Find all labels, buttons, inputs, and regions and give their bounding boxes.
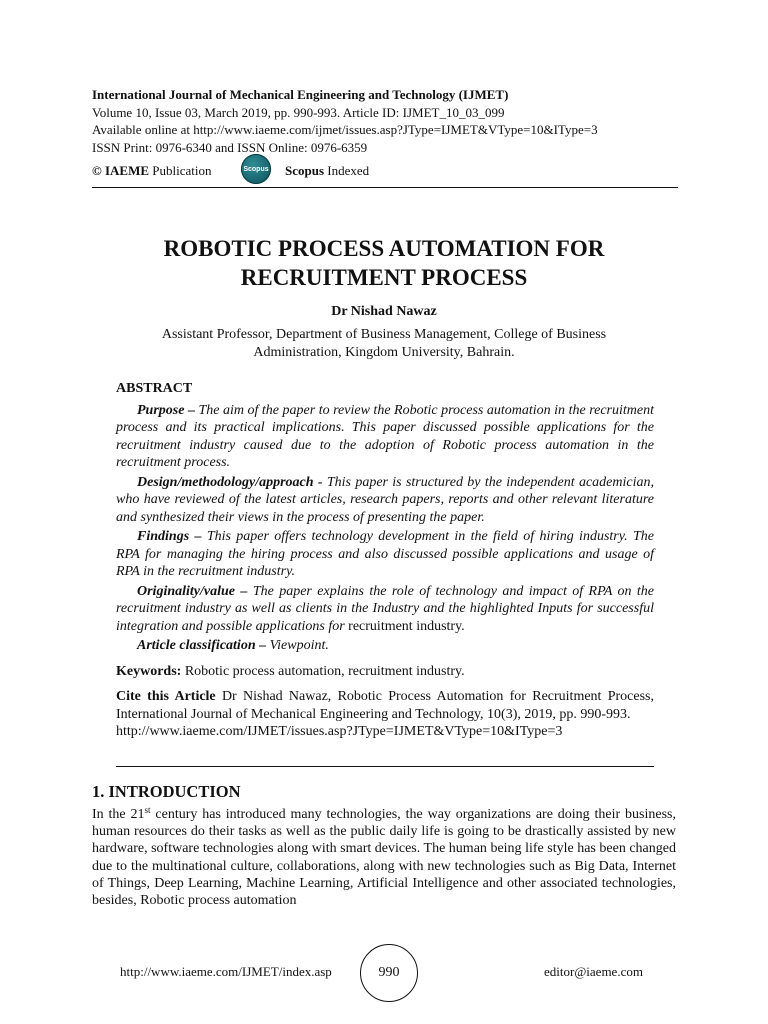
author-name: Dr Nishad Nawaz <box>331 304 437 319</box>
citation <box>116 688 654 741</box>
classification-label: Article classification – <box>137 638 267 653</box>
cite-label: Cite this Article <box>116 689 216 704</box>
scopus-name: Scopus <box>285 163 325 178</box>
classification-text: Viewpoint. <box>269 638 329 653</box>
scopus-logo-icon: Scopus <box>241 154 271 184</box>
originality-label: Originality/value – <box>137 583 248 599</box>
scopus-suffix: Indexed <box>327 163 370 178</box>
abstract-design <box>116 474 654 527</box>
introduction-paragraph <box>92 806 676 909</box>
title-line-2: RECRUITMENT PROCESS <box>240 265 528 290</box>
footer-url-link[interactable]: http://www.iaeme.com/IJMET/index.asp <box>120 964 332 979</box>
footer-email-link[interactable]: editor@iaeme.com <box>544 964 643 979</box>
originality-text: The paper explains the role of technology and impact of RPA on the recruitment industry as well as clients in the Industry and the highlighted Inputs for successful integration and possible applications for <box>116 583 655 634</box>
keywords-text: Robotic process automation, recruitment industry. <box>184 663 465 679</box>
author-affiliation <box>120 326 648 361</box>
affiliation-line-2: Administration, Kingdom University, Bahrain. <box>253 344 515 360</box>
abstract-originality <box>116 583 654 636</box>
scopus-indexed <box>285 163 369 179</box>
publisher-name: IAEME <box>104 163 150 178</box>
findings-text: This paper offers technology development in the field of hiring industry. The RPA for managing the hiring process and also discussed possible applications and usage of RPA in the recruitment industry. <box>116 529 655 579</box>
journal-name: International Journal of Mechanical Engineering and Technology (IJMET) <box>92 87 509 102</box>
intro-text-start: In the 21 <box>92 807 145 822</box>
page-number: 990 <box>360 944 418 1002</box>
intro-text-rest: century has introduced many technologies, the way organizations are doing their business, human resources do their tasks as well as the public daily life is going to be drastically assisted by new hardware, software technologies along with smart devices. The human being life style has been changed due to the multinational culture, collaborations, along with new technologies such as Big Data, Internet of Things, Deep Learning, Machine Learning, Artificial Intelligence and other associated technologies, besides, Robotic process automation <box>92 807 677 909</box>
design-text: This paper is structured by the independent academician, who have reviewed of the latest articles, research papers, reports and other relevant literature and synthesized their views in the process of presenting the paper. <box>116 474 655 525</box>
title-line-1: ROBOTIC PROCESS AUTOMATION FOR <box>163 236 605 261</box>
purpose-label: Purpose – <box>137 402 195 418</box>
publisher-credit <box>92 163 212 179</box>
online-availability: Available online at http://www.iaeme.com/ijmet/issues.asp?JType=IJMET&VType=10&IType=3 <box>92 122 598 137</box>
paper-title <box>92 234 676 292</box>
publisher-suffix: Publication <box>152 163 212 178</box>
abstract-findings <box>116 528 654 581</box>
abstract-classification <box>116 637 654 655</box>
cite-url-link[interactable]: http://www.iaeme.com/IJMET/issues.asp?JType=IJMET&VType=10&IType=3 <box>116 724 563 739</box>
issn-info: ISSN Print: 0976-6340 and ISSN Online: 0976-6359 <box>92 139 368 155</box>
abstract-divider <box>116 766 654 767</box>
findings-label: Findings – <box>137 529 202 544</box>
intro-superscript: st <box>144 805 151 815</box>
abstract-heading: ABSTRACT <box>116 381 193 396</box>
copyright-symbol: © <box>92 163 102 178</box>
abstract-section <box>116 380 654 741</box>
cite-text: Dr Nishad Nawaz, Robotic Process Automation for Recruitment Process, International Journal of Mechanical Engineering and Technology, 10(3), 2019, pp. 990-993. <box>116 689 654 722</box>
volume-info: Volume 10, Issue 03, March 2019, pp. 990-993. Article ID: IJMET_10_03_099 <box>92 104 505 120</box>
purpose-text: The aim of the paper to review the Robotic process automation in the recruitment process and its practical implications. This paper discussed possible applications for the recruitment industry caused due to the adoption of Robotic process automation in the recruitment process. <box>116 402 654 470</box>
publisher-row <box>92 160 682 186</box>
keywords <box>116 663 654 681</box>
keywords-label: Keywords: <box>116 663 182 679</box>
affiliation-line-1: Assistant Professor, Department of Business Management, College of Business <box>161 327 607 342</box>
design-label: Design/methodology/approach - <box>137 474 323 490</box>
journal-header <box>92 86 682 156</box>
originality-tail: recruitment industry. <box>348 618 465 634</box>
abstract-purpose <box>116 402 654 472</box>
section-heading: 1. INTRODUCTION <box>92 782 241 801</box>
header-divider <box>92 187 678 188</box>
